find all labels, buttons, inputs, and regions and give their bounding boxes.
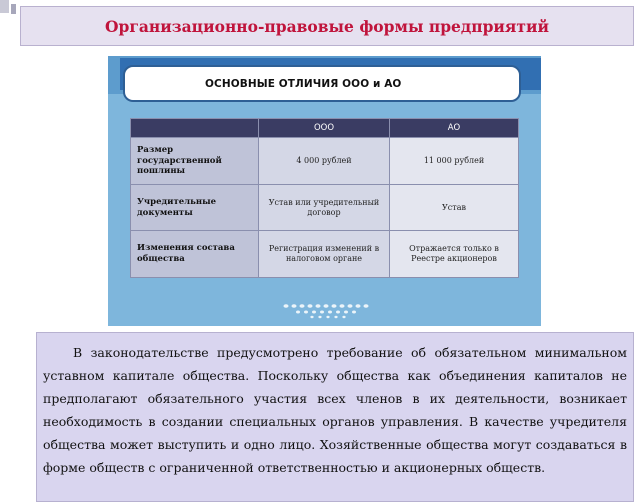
decorative-dots [278, 301, 378, 323]
table-row [131, 138, 519, 185]
comparison-slide-image [108, 56, 541, 326]
column-header: АО [390, 119, 519, 138]
slide-heading-box [123, 65, 521, 102]
row-header: Размер государственной пошлины [131, 138, 259, 185]
corner-decoration [0, 0, 9, 13]
row-header: Учредительные документы [131, 185, 259, 231]
comparison-table [130, 118, 519, 278]
slide-heading: ОСНОВНЫЕ ОТЛИЧИЯ ООО и АО [205, 77, 402, 90]
page-title: Организационно-правовые формы предприятий [105, 16, 549, 36]
table-cell: Отражается только в Реестре акционеров [390, 231, 519, 278]
table-cell: Устав или учредительный договор [259, 185, 390, 231]
title-banner [20, 6, 634, 46]
column-header [131, 119, 259, 138]
row-header: Изменения состава общества [131, 231, 259, 278]
table-row [131, 231, 519, 278]
corner-decoration [11, 4, 16, 14]
body-paragraph: В законодательстве предусмотрено требование об обязательном минимальном уставном капитале общества. Поскольку общества как объединения капиталов не предполагают обязательного участия всех членов в их деятельности, возникает необходимость в создании специальных органов управления. В качестве учредителя общества может выступить и одно лицо. Хозяйственные общества могут создаваться в форме обществ с ограниченной ответственностью и акционерных обществ. [43, 345, 627, 475]
table-row [131, 185, 519, 231]
column-header: ООО [259, 119, 390, 138]
table-cell: 4 000 рублей [259, 138, 390, 185]
table-cell: Регистрация изменений в налоговом органе [259, 231, 390, 278]
table-cell: 11 000 рублей [390, 138, 519, 185]
table-cell: Устав [390, 185, 519, 231]
table-header-row [131, 119, 519, 138]
body-text-box [36, 332, 634, 502]
